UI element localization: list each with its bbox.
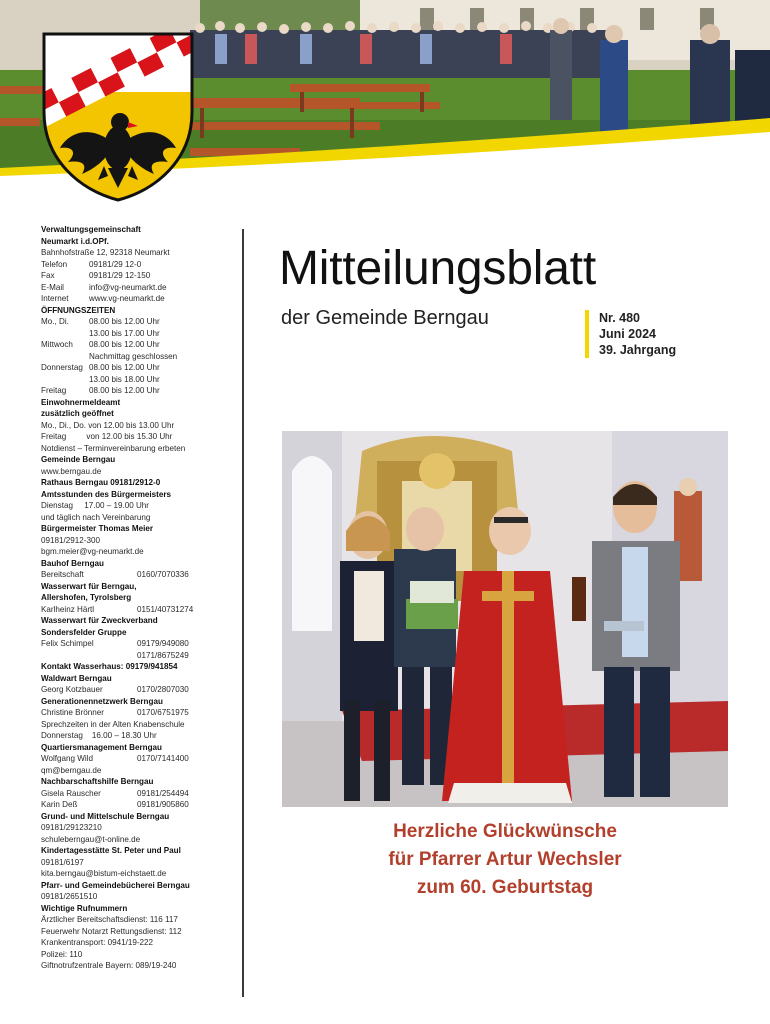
hours-row (41, 316, 233, 328)
hours-row (41, 385, 233, 397)
ewm-heading: Einwohnermeldeamt (41, 397, 121, 407)
nachbarschaft-phone: 09181/254494 (137, 788, 189, 798)
org-address: Bahnhofstraße 12, 92318 Neumarkt (41, 248, 170, 257)
emergency-line: Ärztlicher Bereitschaftsdienst: 116 117 (41, 915, 178, 924)
kita-email[interactable]: kita.berngau@bistum-eichstaett.de (41, 869, 167, 878)
hours-time: 08.00 bis 12.00 Uhr (89, 363, 160, 372)
hours-day: Mittwoch (41, 340, 73, 349)
emergency-line: Giftnotrufzentrale Bayern: 089/19-240 (41, 961, 177, 970)
contact-row-fax (41, 270, 233, 282)
kita-phone: 09181/6197 (41, 857, 84, 867)
issue-date: Juni 2024 (599, 327, 656, 341)
generationen-phone: 0170/6751975 (137, 708, 189, 717)
emergency-heading: Wichtige Rufnummern (41, 903, 128, 913)
schule-heading: Grund- und Mittelschule Berngau (41, 811, 170, 821)
page-title: Mitteilungsblatt (279, 242, 596, 295)
generationen-time: Donnerstag 16.00 – 18.30 Uhr (41, 731, 157, 740)
nachbarschaft-phone: 09181/905860 (137, 800, 189, 809)
contact-email[interactable]: info@vg-neumarkt.de (89, 282, 167, 292)
hours-row (41, 374, 233, 386)
buecherei-phone: 09181/2651510 (41, 892, 98, 901)
quartier-heading: Quartiersmanagement Berngau (41, 742, 162, 752)
hours-time: 08.00 bis 12.00 Uhr (89, 386, 160, 395)
hours-time: Nachmittag geschlossen (89, 351, 178, 361)
org-location: Neumarkt i.d.OPf. (41, 236, 109, 246)
wasserwart-subheading: Allershofen, Tyrolsberg (41, 593, 132, 602)
zweckverband-subheading: Sondersfelder Gruppe (41, 627, 127, 637)
quartier-phone: 0170/7141400 (137, 754, 189, 763)
bauhof-heading: Bauhof Berngau (41, 558, 104, 568)
waldwart-row (41, 684, 233, 696)
ewm-note: Notdienst – Terminvereinbarung erbeten (41, 443, 186, 453)
hours-row (41, 362, 233, 374)
emergency-line: Feuerwehr Notarzt Rettungsdienst: 112 (41, 926, 182, 936)
contact-key: E-Mail (41, 282, 64, 292)
emergency-line: Krankentransport: 0941/19-222 (41, 938, 154, 947)
contact-row-email (41, 282, 233, 294)
generationen-heading: Generationennetzwerk Berngau (41, 696, 163, 706)
hours-time: 08.00 bis 12.00 Uhr (89, 317, 160, 326)
nachbarschaft-row (41, 799, 233, 811)
wasserwart-row (41, 604, 233, 616)
zweckverband-name: Felix Schimpel (41, 639, 94, 648)
hours-day: Freitag (41, 386, 67, 395)
wasserwart-phone: 0151/40731274 (137, 604, 194, 614)
hours-row (41, 339, 233, 351)
mayor-heading: Bürgermeister Thomas Meier (41, 524, 154, 533)
hours-day (41, 351, 89, 363)
contact-key: Internet (41, 294, 69, 303)
hours-heading: ÖFFNUNGSZEITEN (41, 305, 116, 315)
main-photo (282, 431, 728, 807)
buecherei-heading: Pfarr- und Gemeindebücherei Berngau (41, 880, 190, 890)
generationen-note: Sprechzeiten in der Alten Knabenschule (41, 719, 185, 729)
contact-row-phone (41, 259, 233, 271)
nachbarschaft-name: Karin Deß (41, 800, 78, 809)
caption-line: zum 60. Geburtstag (416, 877, 594, 898)
column-divider (242, 229, 244, 997)
contact-key: Telefon (41, 259, 68, 269)
bauhof-key: Bereitschaft (41, 570, 84, 579)
page-subtitle: der Gemeinde Berngau (281, 307, 489, 329)
wasserhaus-contact: Kontakt Wasserhaus: 09179/941854 (41, 662, 178, 671)
quartier-row (41, 753, 233, 765)
mayor-phone: 09181/2912-300 (41, 535, 100, 545)
issue-info (599, 310, 676, 358)
kita-heading: Kindertagesstätte St. Peter und Paul (41, 846, 181, 855)
hours-row (41, 351, 233, 363)
quartier-name: Wolfgang Wild (41, 754, 94, 763)
nachbarschaft-row (41, 788, 233, 800)
contact-value: 09181/29 12-0 (89, 259, 142, 269)
hours-day: Donnerstag (41, 363, 83, 372)
caption-line: für Pfarrer Artur Wechsler (388, 849, 622, 870)
wasserwart-heading: Wasserwart für Berngau, (41, 581, 137, 591)
contact-row-internet (41, 293, 233, 305)
spacer (41, 650, 137, 662)
gemeinde-heading: Gemeinde Berngau (41, 455, 116, 464)
hours-time: 13.00 bis 17.00 Uhr (89, 328, 160, 338)
issue-volume: 39. Jahrgang (599, 343, 677, 357)
org-name: Verwaltungsgemeinschaft (41, 225, 141, 234)
nachbarschaft-name: Gisela Rauscher (41, 788, 101, 798)
contact-key: Fax (41, 271, 55, 280)
nachbarschaft-heading: Nachbarschaftshilfe Berngau (41, 777, 154, 786)
issue-number: Nr. 480 (599, 311, 641, 325)
amtsstunden-heading: Amtsstunden des Bürgermeisters (41, 489, 171, 499)
ewm-hours: Mo., Di., Do. von 12.00 bis 13.00 Uhr (41, 420, 175, 430)
hours-day: Mo., Di. (41, 317, 69, 326)
ewm-hours: Freitag von 12.00 bis 15.30 Uhr (41, 432, 173, 441)
zweckverband-row (41, 638, 233, 650)
accent-bar (585, 310, 589, 358)
amtsstunden-note: und täglich nach Vereinbarung (41, 512, 151, 522)
gemeinde-website-link[interactable]: www.berngau.de (41, 466, 102, 476)
contact-website-link[interactable]: www.vg-neumarkt.de (89, 294, 165, 303)
hours-row (41, 328, 233, 340)
bauhof-phone: 0160/7070336 (137, 570, 189, 579)
rathaus-phone: Rathaus Berngau 09181/2912-0 (41, 478, 161, 487)
ewm-subheading: zusätzlich geöffnet (41, 409, 114, 418)
schule-email[interactable]: schuleberngau@t-online.de (41, 834, 141, 844)
waldwart-heading: Waldwart Berngau (41, 673, 112, 683)
hours-day (41, 328, 89, 340)
generationen-name: Christine Brönner (41, 708, 104, 717)
quartier-email[interactable]: qm@berngau.de (41, 765, 102, 775)
bauhof-row (41, 569, 233, 581)
emergency-line: Polizei: 110 (41, 949, 83, 959)
amtsstunden-time: Dienstag 17.00 – 19.00 Uhr (41, 501, 149, 510)
schule-phone: 09181/29123210 (41, 823, 102, 832)
contact-info-column (41, 224, 233, 972)
mayor-email[interactable]: bgm.meier@vg-neumarkt.de (41, 547, 144, 556)
waldwart-name: Georg Kotzbauer (41, 685, 103, 694)
generationen-row (41, 707, 233, 719)
hours-day (41, 374, 89, 386)
wasserwart-name: Karlheinz Härtl (41, 604, 95, 614)
zweckverband-heading: Wasserwart für Zweckverband (41, 616, 158, 625)
hours-time: 08.00 bis 12.00 Uhr (89, 340, 160, 349)
zweckverband-mobile: 0171/8675249 (137, 650, 189, 660)
waldwart-phone: 0170/2807030 (137, 685, 189, 694)
zweckverband-phone: 09179/949080 (137, 639, 189, 648)
hours-time: 13.00 bis 18.00 Uhr (89, 374, 160, 384)
photo-caption (282, 818, 728, 902)
coat-of-arms-logo (38, 30, 198, 202)
caption-line: Herzliche Glückwünsche (393, 821, 617, 842)
contact-value: 09181/29 12-150 (89, 271, 151, 280)
zweckverband-row (41, 650, 233, 662)
